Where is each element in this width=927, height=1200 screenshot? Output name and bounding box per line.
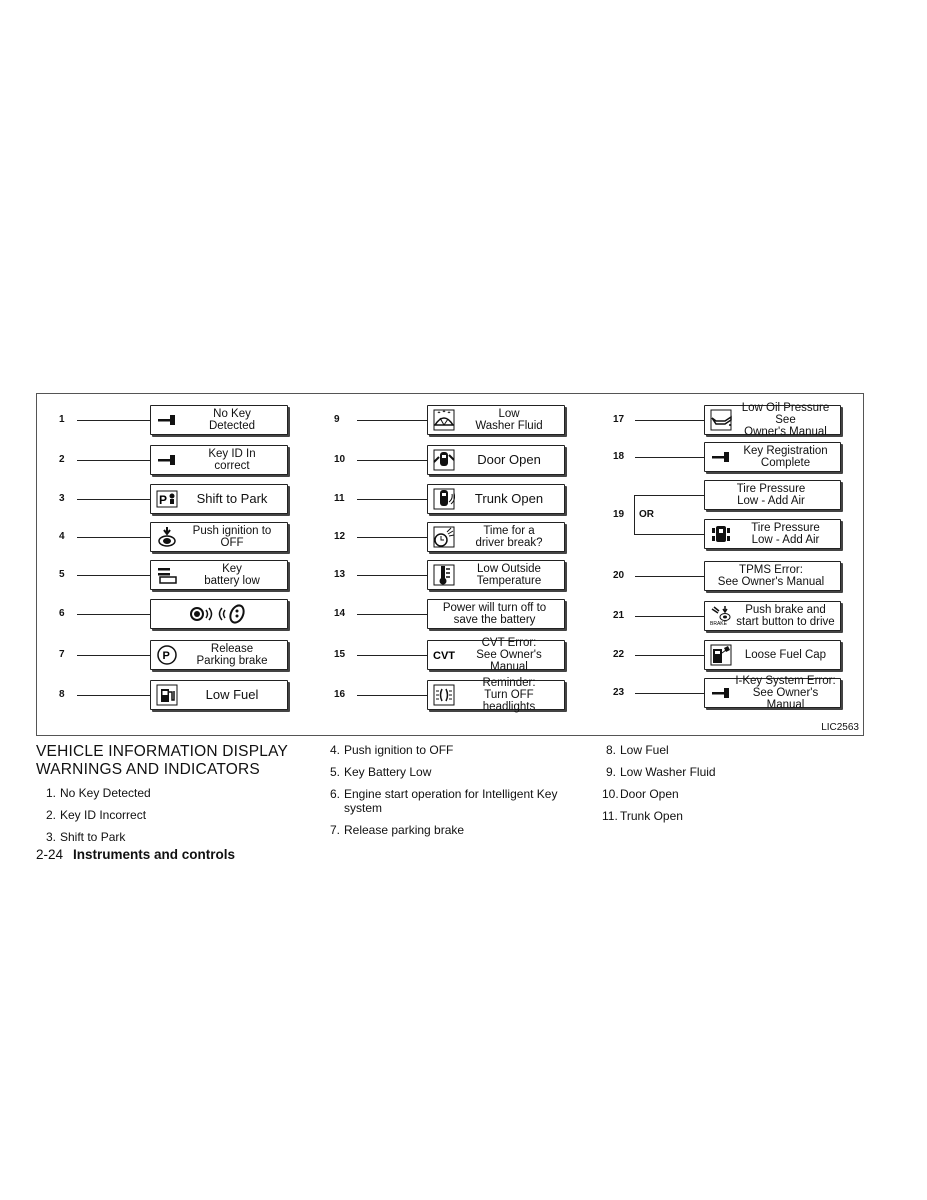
indicator-label: TPMS Error: See Owner's Manual (717, 564, 825, 588)
list-item (42, 786, 282, 800)
list-item (326, 787, 588, 815)
indicator-box (704, 640, 841, 670)
leader-line (635, 457, 704, 458)
list-item (326, 743, 588, 757)
section-title: VEHICLE INFORMATION DISPLAY WARNINGS AND INDICATORS (36, 743, 288, 778)
indicator-21 (37, 601, 857, 631)
indicator-label: Reminder: Turn OFF headlights (482, 677, 536, 713)
indicator-box (704, 561, 841, 591)
indicator-number: 2 (59, 454, 65, 465)
leader-line (635, 576, 704, 577)
tire-pressure-icon (708, 520, 734, 548)
indicator-label: Door Open (477, 452, 541, 467)
indicator-number: 9 (334, 414, 340, 425)
list-item-number: 11. (602, 809, 618, 823)
indicator-label: I-Key System Error: See Owner's Manual (735, 675, 836, 711)
indicator-number: 4 (59, 531, 65, 542)
list-item-number: 1. (45, 786, 56, 800)
key-icon (708, 679, 734, 707)
indicator-box (704, 480, 841, 510)
list-item-text: Shift to Park (60, 830, 126, 844)
key-icon (708, 443, 734, 471)
bracket-arm (634, 495, 704, 496)
list-item (326, 823, 588, 837)
indicator-20 (37, 561, 857, 591)
list-item-text: Trunk Open (620, 809, 683, 823)
indicator-19b (37, 519, 857, 549)
leader-line (635, 693, 704, 694)
list-item-text: Engine start operation for Intelligent Key system (344, 787, 558, 815)
svg-text:CVT: CVT (433, 650, 455, 662)
indicator-number: 17 (613, 414, 625, 425)
indicator-label: Key Registration Complete (743, 445, 828, 469)
indicator-17 (37, 402, 857, 438)
leader-line (635, 655, 704, 656)
indicator-label: Push brake and start button to drive (736, 604, 835, 628)
indicator-box (704, 519, 841, 549)
figure-code: LIC2563 (821, 722, 859, 733)
indicator-number: 23 (613, 687, 625, 698)
indicator-number: 15 (334, 649, 346, 660)
list-item-number: 6. (329, 787, 340, 801)
list-item-number: 8. (605, 743, 616, 757)
fuel-cap-icon (708, 641, 734, 669)
indicator-number: 1 (59, 414, 65, 425)
list-item-number: 3. (45, 830, 56, 844)
indicator-label: Low Fuel (205, 687, 259, 702)
list-item-number: 7. (329, 823, 340, 837)
list-item-number: 10. (602, 787, 619, 801)
list-item (42, 830, 282, 844)
indicator-label: Tire Pressure Low - Add Air (751, 522, 820, 546)
svg-text:P: P (162, 650, 170, 662)
list-item (602, 743, 842, 757)
list-col-1 (42, 786, 282, 852)
indicator-23 (37, 675, 857, 711)
brake-start-icon (708, 602, 734, 630)
indicator-label: Shift to Park (196, 491, 268, 506)
svg-text:P: P (159, 493, 168, 507)
indicator-number: 3 (59, 493, 65, 504)
indicator-number: 14 (334, 608, 346, 619)
indicator-number: 7 (59, 649, 65, 660)
indicator-number: 6 (59, 608, 65, 619)
indicator-number: 20 (613, 570, 625, 581)
leader-line (635, 616, 704, 617)
list-item-text: Release parking brake (344, 823, 465, 837)
indicator-number: 18 (613, 451, 625, 462)
indicator-label: Trunk Open (474, 491, 544, 506)
indicator-label: No Key Detected (208, 408, 256, 432)
list-item (42, 808, 282, 822)
list-item (602, 765, 842, 779)
indicator-number: 19 (613, 508, 625, 520)
page-footer (36, 847, 235, 862)
indicator-label: Release Parking brake (196, 643, 268, 667)
indicator-label: Low Washer Fluid (475, 408, 543, 432)
indicator-label: Low Outside Temperature (476, 563, 542, 587)
list-item-number: 9. (605, 765, 616, 779)
indicator-label: Push ignition to OFF (192, 525, 272, 549)
oil-can-icon (708, 406, 734, 434)
indicator-number: 21 (613, 610, 625, 621)
indicator-box (704, 402, 841, 438)
list-item-text: Door Open (620, 787, 679, 801)
footer-section: Instruments and controls (73, 847, 236, 862)
list-item-text: No Key Detected (60, 786, 151, 800)
or-label: OR (639, 508, 654, 520)
indicator-label: Loose Fuel Cap (744, 649, 827, 661)
indicator-label: CVT Error: See Owner's Manual (476, 637, 542, 673)
indicator-box (704, 601, 841, 631)
indicator-label: Power will turn off to save the battery (442, 602, 547, 626)
or-bracket (634, 495, 635, 534)
indicator-number: 8 (59, 689, 65, 700)
indicator-label: Low Oil Pressure See Owner's Manual (741, 402, 830, 438)
leader-line (635, 420, 704, 421)
indicator-number: 13 (334, 569, 346, 580)
list-item (326, 765, 588, 779)
list-item (602, 787, 842, 801)
bracket-arm (634, 534, 704, 535)
list-col-3 (602, 743, 842, 831)
indicator-label: Key ID In correct (208, 448, 256, 472)
list-item-text: Low Washer Fluid (620, 765, 716, 779)
indicator-box (704, 442, 841, 472)
indicator-label: Time for a driver break? (475, 525, 543, 549)
list-col-2 (326, 743, 588, 845)
indicator-label: Key battery low (204, 563, 260, 587)
indicator-22 (37, 640, 857, 670)
indicator-18 (37, 442, 857, 472)
list-item-text: Key Battery Low (344, 765, 432, 779)
indicator-number: 22 (613, 649, 625, 660)
svg-text:BRAKE: BRAKE (710, 621, 727, 627)
indicator-number: 16 (334, 689, 346, 700)
list-item-text: Low Fuel (620, 743, 669, 757)
indicator-number: 10 (334, 454, 346, 465)
list-item-text: Push ignition to OFF (344, 743, 454, 757)
list-item-number: 4. (329, 743, 340, 757)
indicator-number: 5 (59, 569, 65, 580)
indicator-number: 11 (334, 493, 345, 504)
page-number: 2-24 (36, 847, 64, 862)
list-item-number: 2. (45, 808, 56, 822)
indicator-box (704, 675, 841, 711)
indicator-figure (36, 393, 864, 736)
indicator-number: 12 (334, 531, 346, 542)
list-item-text: Key ID Incorrect (60, 808, 147, 822)
list-item-number: 5. (329, 765, 340, 779)
indicator-label: Tire Pressure Low - Add Air (736, 483, 806, 507)
list-item (602, 809, 842, 823)
